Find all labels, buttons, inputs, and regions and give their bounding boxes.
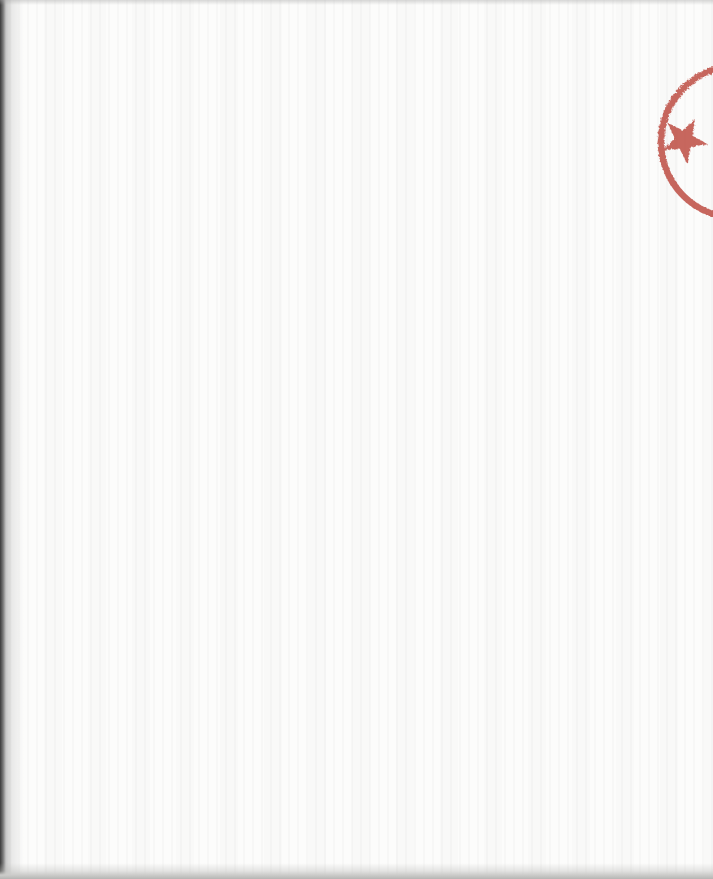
seal-ring	[661, 66, 713, 218]
seal-graphic	[638, 52, 713, 244]
seal-star-icon	[661, 114, 712, 166]
document-blocks	[67, 44, 651, 48]
scan-edge-left	[0, 0, 26, 879]
document-content	[0, 0, 713, 48]
official-seal-stamp	[638, 52, 713, 244]
scan-edge-bottom	[0, 863, 713, 879]
